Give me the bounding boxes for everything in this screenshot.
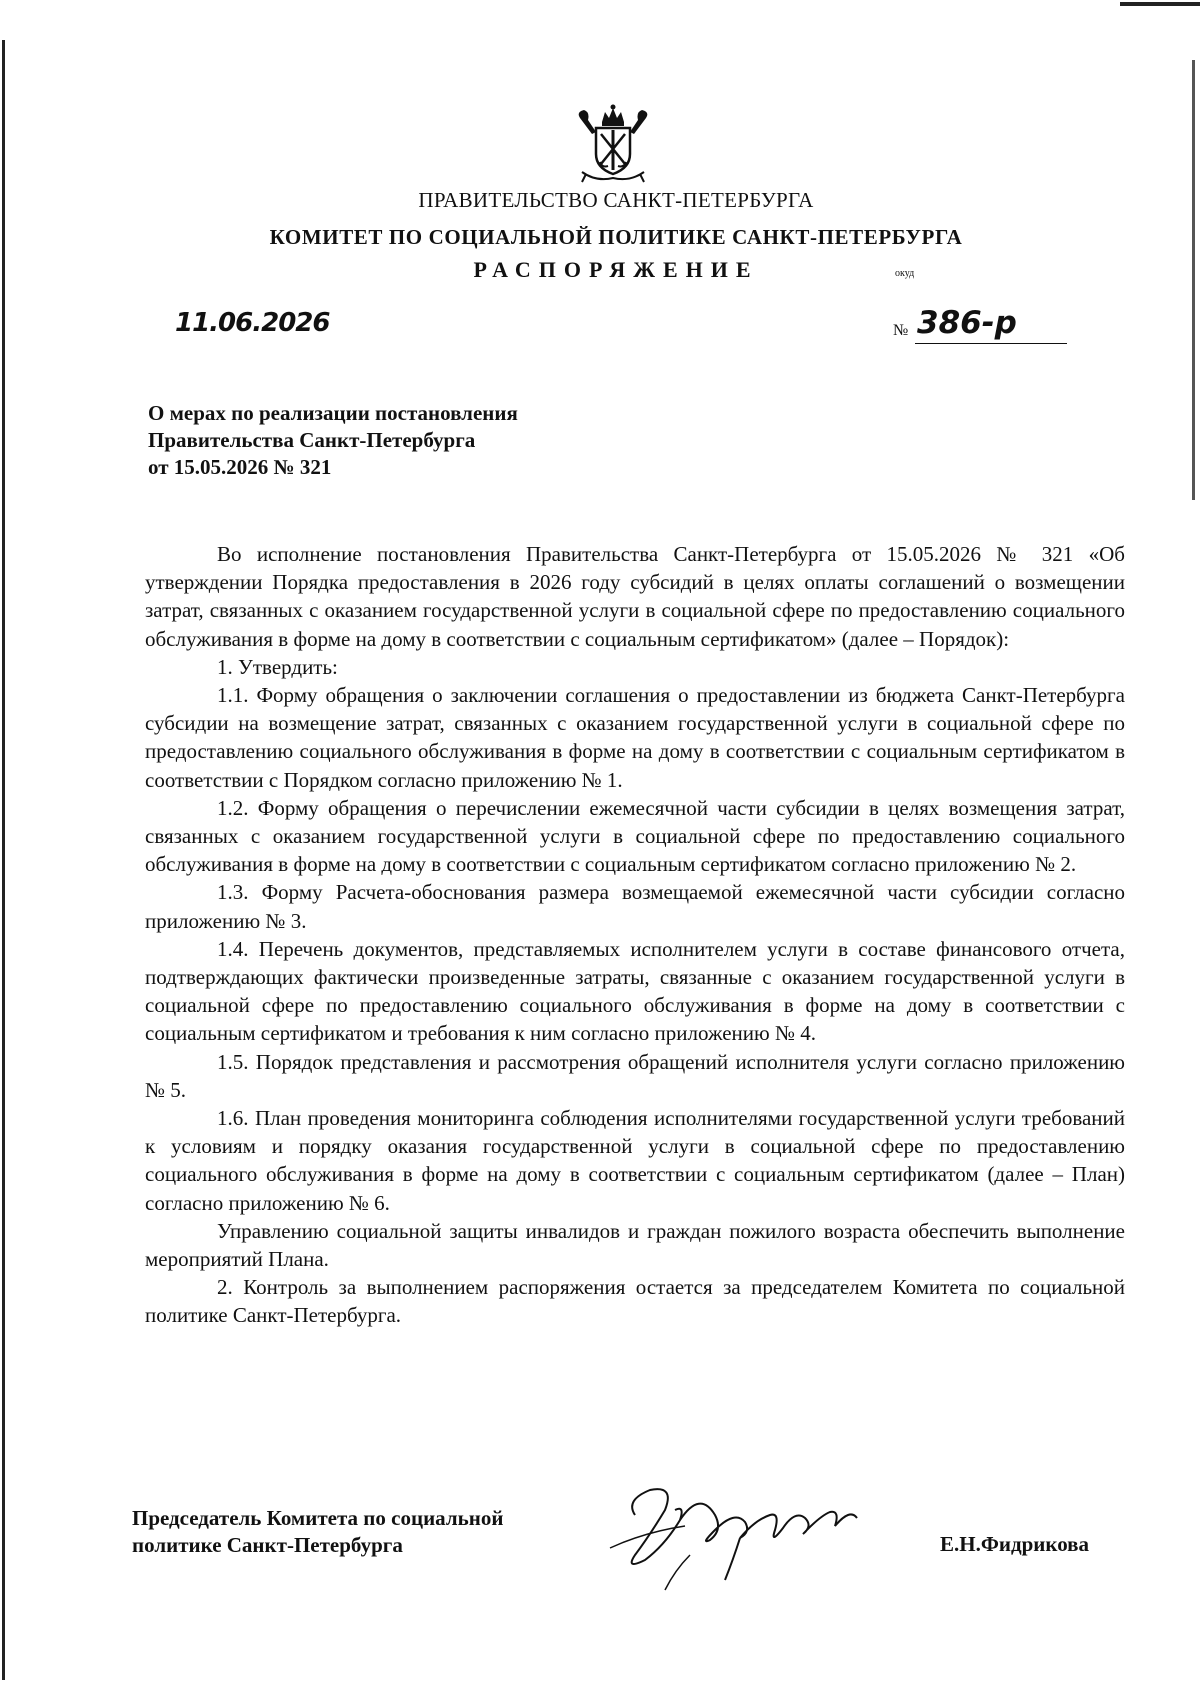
intro-paragraph: Во исполнение постановления Правительства Санкт-Петербурга от 15.05.2026 № 321 «Об утверждении Порядка предоставления в 2026 году субсидий в целях оплаты соглашений о возмещении затрат, связанных с оказанием государственной услуги в социальной сфере по предоставлению социального обслуживания в форме на дому в соответствии с социальным сертификатом» (далее – Порядок): — [145, 542, 1125, 651]
scan-edge-top — [1120, 2, 1200, 6]
document-subject — [148, 400, 518, 481]
signatory-position — [132, 1505, 503, 1559]
number-label: № — [893, 322, 909, 339]
paragraph-2: 2. Контроль за выполнением распоряжения остается за председателем Комитета по социальной политике Санкт-Петербурга. — [145, 1275, 1125, 1328]
document-body — [145, 540, 1125, 1330]
government-name: ПРАВИТЕЛЬСТВО САНКТ-ПЕТЕРБУРГА — [418, 188, 814, 212]
signatory-name: Е.Н.Фидрикова — [940, 1532, 1090, 1556]
position-line: Председатель Комитета по социальной — [132, 1506, 504, 1530]
paragraph-1-4: 1.4. Перечень документов, представляемых исполнителем услуги в составе финансового отчета, подтверждающих фактически произведенные затраты, связанные с оказанием государственной услуги в социальной сфере по предоставлению социального обслуживания в форме на дому в соответствии с социальным сертификатом и требования к ним согласно приложению № 4. — [145, 936, 1125, 1046]
paragraph-1-6: 1.6. План проведения мониторинга соблюдения исполнителями государственной услуги требований к условиям и порядку оказания государственной услуги в социальной сфере по предоставлению социального обслуживания в форме на дому в соответствии с социальным сертификатом (далее – План) согласно приложению № 6. — [145, 1106, 1125, 1215]
position-line: политике Санкт-Петербурга — [132, 1533, 403, 1557]
handwritten-signature — [605, 1460, 905, 1600]
committee-name: КОМИТЕТ ПО СОЦИАЛЬНОЙ ПОЛИТИКЕ САНКТ-ПЕТЕРБУРГА — [269, 225, 963, 249]
paragraph-1-2: 1.2. Форму обращения о перечислении ежемесячной части субсидии в целях возмещения затрат, связанных с оказанием государственной услуги в социальной сфере по предоставлению социального обслуживания в форме на дому в соответствии с социальным сертификатом согласно приложению № 2. — [145, 795, 1125, 877]
okud-label: окуд — [895, 268, 915, 279]
directive-paragraph: Управлению социальной защиты инвалидов и граждан пожилого возраста обеспечить выполнение мероприятий Плана. — [145, 1218, 1125, 1272]
paragraph-1: 1. Утвердить: — [217, 654, 338, 679]
paragraph-1-1: 1.1. Форму обращения о заключении соглашения о предоставлении из бюджета Санкт-Петербурга субсидии на возмещение затрат, связанных с оказанием государственной услуги в социальной сфере по предоставлению социального обслуживания в форме на дому в соответствии с социальным сертификатом в соответствии с Порядком согласно приложению № 1. — [145, 683, 1125, 792]
document-type: РАСПОРЯЖЕНИЕ — [473, 257, 759, 282]
paragraph-1-5: 1.5. Порядок представления и рассмотрения обращений исполнителя услуги согласно приложению № 5. — [145, 1049, 1125, 1102]
document-number: 386-р — [917, 305, 1017, 341]
scan-edge-left — [2, 40, 5, 1680]
paragraph-1-3: 1.3. Форму Расчета-обоснования размера возмещаемой ежемесячной части субсидии согласно приложению № 3. — [145, 880, 1125, 933]
document-date: 11.06.2026 — [175, 308, 330, 338]
subject-line: Правительства Санкт-Петербурга — [148, 428, 476, 452]
number-underline — [915, 343, 1067, 344]
emblem-icon — [572, 104, 654, 184]
subject-line: О мерах по реализации постановления — [148, 401, 518, 425]
subject-line: от 15.05.2026 № 321 — [148, 455, 332, 479]
